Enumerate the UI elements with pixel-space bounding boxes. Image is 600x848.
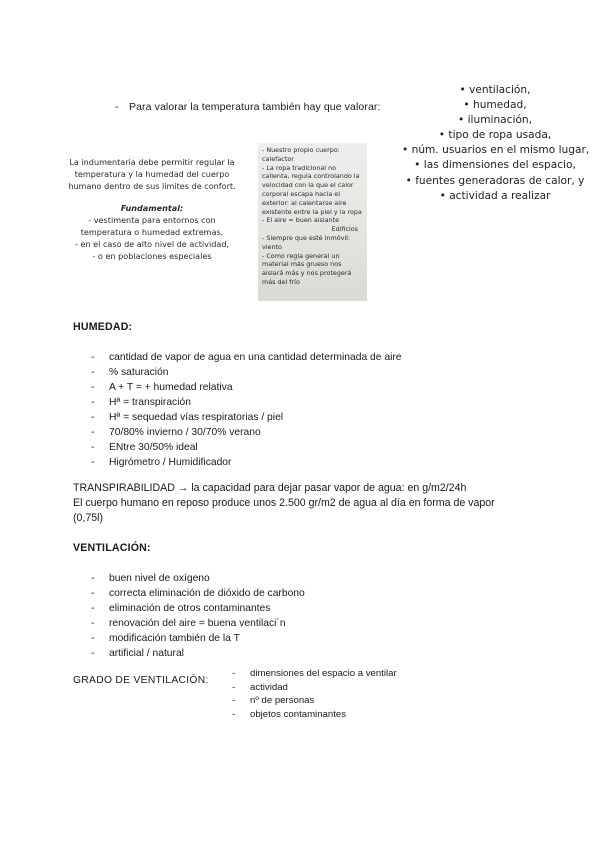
body-note-line: exterior: al calentarse aire: [262, 198, 347, 207]
body-note-line: - Como regla general un: [262, 251, 340, 260]
paragraph-line: TRANSPIRABILIDAD → la capacidad para dejar pasar vapor de agua: en g/m2/24h: [73, 482, 467, 494]
body-note-line: viento: [262, 242, 282, 251]
paragraph-line: El cuerpo humano en reposo produce unos 2.500 gr/m2 de agua al día en forma de vapor: [73, 497, 495, 509]
factor-item: • humedad,: [463, 99, 527, 112]
body-note-line: Edificios: [331, 225, 358, 234]
fundamental-heading: Fundamental:: [120, 203, 184, 213]
list-item: - % saturación: [91, 365, 402, 380]
clothing-item: - o en poblaciones especiales: [92, 251, 212, 261]
grado-list: [232, 667, 397, 722]
list-item: - modificación también de la T: [91, 631, 305, 646]
factor-item: • actividad a realizar: [439, 189, 551, 202]
clothing-line: La indumentaria debe permitir regular la: [69, 157, 235, 167]
intro-text: Para valorar la temperatura también hay que valorar:: [129, 101, 381, 113]
list-item: - objetos contaminantes: [232, 708, 397, 722]
intro-bullet: -: [115, 101, 119, 113]
list-item: - buen nivel de oxígeno: [91, 571, 305, 586]
body-note-line: existente entre la piel y la ropa: [262, 207, 362, 216]
intro-line: [115, 101, 381, 113]
paragraph-line: (0,75l): [73, 512, 104, 524]
grado-label: GRADO DE VENTILACIÓN:: [73, 675, 209, 686]
body-note-line: aislará más y nos protegerá: [262, 269, 352, 278]
clothing-note: [52, 156, 252, 262]
body-note-line: corporal escapa hacia el: [262, 189, 340, 198]
list-item: - Hª = transpiración: [91, 395, 402, 410]
factor-item: • las dimensiones del espacio,: [414, 159, 576, 172]
body-note-line: calienta, regula controlando la: [262, 172, 360, 181]
body-note-line: - La ropa tradicional no: [262, 163, 337, 172]
factor-item: • fuentes generadoras de calor, y: [405, 174, 585, 187]
list-item: - eliminación de otros contaminantes: [91, 601, 305, 616]
list-item: - ENtre 30/50% ideal: [91, 440, 402, 455]
list-item: - artificial / natural: [91, 646, 305, 661]
body-note-line: - Nuestro propio cuerpo:: [262, 146, 340, 154]
clothing-item: temperatura o humedad extremas,: [80, 227, 224, 237]
clothing-item: - vestimenta para entornos con: [88, 215, 216, 225]
list-item: - nº de personas: [232, 694, 397, 708]
list-item: - renovación del aire = buena ventilaci´n: [91, 616, 305, 631]
list-item: - Higrómetro / Humidificador: [91, 455, 402, 470]
list-item: - A + T = + humedad relativa: [91, 380, 402, 395]
transpirabilidad-paragraph: [73, 481, 495, 526]
factor-item: • núm. usuarios en el mismo lugar,: [402, 144, 590, 157]
list-item: - correcta eliminación de dióxido de carbono: [91, 586, 305, 601]
list-item: - Hª = sequedad vías respiratorias / piel: [91, 410, 402, 425]
body-note-line: - Siempre que esté inmóvil:: [262, 233, 351, 242]
humedad-heading: HUMEDAD:: [73, 321, 133, 333]
ventilacion-heading: VENTILACIÓN:: [73, 542, 151, 554]
list-item: - dimensiones del espacio a ventilar: [232, 667, 397, 681]
factor-item: • iluminación,: [457, 114, 533, 127]
body-note-line: material más grueso nos: [262, 260, 342, 269]
list-item: - actividad: [232, 681, 397, 695]
humedad-list: [91, 350, 402, 470]
list-item: - 70/80% invierno / 30/70% verano: [91, 425, 402, 440]
factor-item: • ventilación,: [459, 84, 531, 96]
body-note-line: calefactor: [262, 154, 294, 163]
clothing-line: temperatura y la humedad del cuerpo: [74, 169, 230, 179]
clothing-line: humano dentro de sus límites de confort.: [68, 181, 236, 191]
clothing-item: - en el caso de alto nivel de actividad,: [74, 239, 230, 249]
body-note-line: - El aire = buen aislante: [262, 216, 340, 225]
factor-item: • tipo de ropa usada,: [438, 129, 552, 142]
body-note-line: velocidad con la que el calor: [262, 181, 354, 190]
factors-list: [402, 83, 588, 204]
ventilacion-list: [91, 571, 305, 661]
list-item: - cantidad de vapor de agua en una cantidad determinada de aire: [91, 350, 402, 365]
body-note-line: más del frío: [262, 277, 300, 286]
body-note-image: [258, 143, 367, 301]
